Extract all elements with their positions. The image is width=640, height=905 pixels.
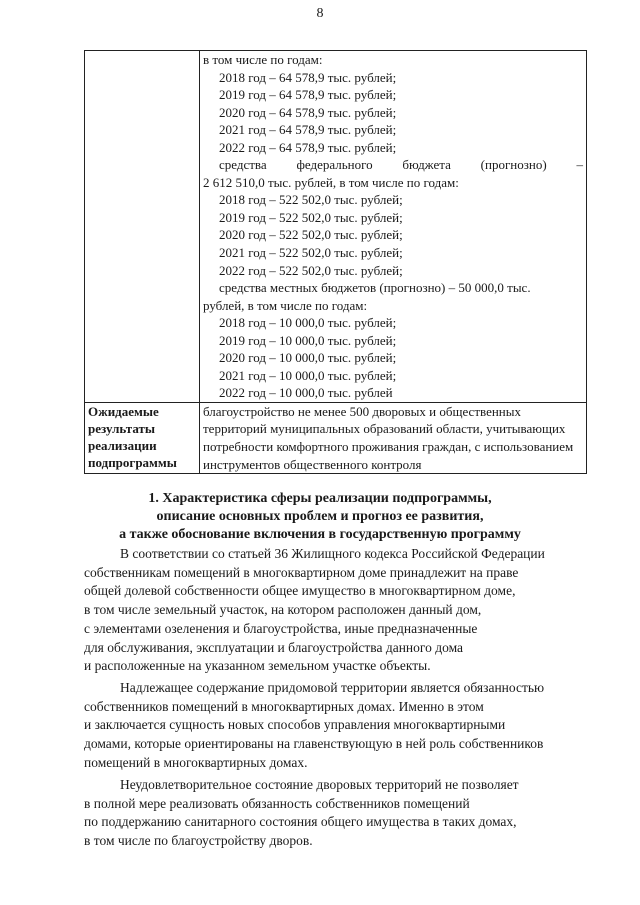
paragraph-line: Надлежащее содержание придомовой территории является обязанностью [120,680,545,695]
word: (прогнозно) [480,157,547,173]
funding-line: 2018 год – 64 578,9 тыс. рублей; [219,69,397,85]
funding-line: 2018 год – 10 000,0 тыс. рублей; [219,315,397,331]
funding-line: 2022 год – 10 000,0 тыс. рублей [219,385,393,401]
funding-line: 2020 год – 522 502,0 тыс. рублей; [219,227,403,243]
word: – [576,157,583,173]
paragraph-2 [84,679,584,773]
paragraph-1 [84,545,584,676]
funding-line: 2 612 510,0 тыс. рублей, в том числе по годам: [203,174,459,190]
funding-line: 2020 год – 64 578,9 тыс. рублей; [219,104,397,120]
paragraph-line: домами, которые ориентированы на главенствующую в ней роль собственников [84,736,544,752]
subprogram-passport-table [84,50,587,474]
results-row [85,402,587,473]
funding-line: в том числе по годам: [203,52,323,67]
funding-value-cell [200,51,587,403]
paragraph-line: и заключается сущность новых способов управления многоквартирными [84,717,506,733]
funding-line: 2019 год – 10 000,0 тыс. рублей; [219,332,397,348]
results-label-cell [85,402,200,473]
page-number: 8 [316,6,324,21]
paragraph-line: по поддержанию санитарного состояния общего имущества в таких домах, [84,814,517,830]
funding-line: 2022 год – 522 502,0 тыс. рублей; [219,262,403,278]
results-line: благоустройство не менее 500 дворовых и общественных [203,403,521,419]
paragraph-line: для обслуживания, эксплуатации и благоустройства данного дома [84,639,464,655]
paragraph-line: общей долевой собственности общее имущество в многоквартирном доме, [84,583,516,599]
results-label-line: реализации [88,437,157,453]
paragraph-3 [84,776,584,851]
funding-line: 2020 год – 10 000,0 тыс. рублей; [219,350,397,366]
funding-line: 2018 год – 522 502,0 тыс. рублей; [219,192,403,208]
word: средства [219,157,267,173]
paragraph-line: Неудовлетворительное состояние дворовых территорий не позволяет [120,777,519,792]
word: федерального [296,157,373,173]
results-line: территорий муниципальных образований области, учитывающих [203,421,566,437]
paragraph-line: в полной мере реализовать обязанность собственников помещений [84,795,470,811]
funding-line: 2019 год – 64 578,9 тыс. рублей; [219,87,397,103]
paragraph-line: В соответствии со статьей 36 Жилищного кодекса Российской Федерации [120,546,545,561]
funding-label-cell [85,51,200,403]
funding-line: рублей, в том числе по годам: [203,297,368,313]
paragraph-line: помещений в многоквартирных домах. [84,754,308,770]
funding-line: 2021 год – 522 502,0 тыс. рублей; [219,245,403,261]
results-line: инструментов общественного контроля [203,456,422,472]
funding-line: средства местных бюджетов (прогнозно) – 50 000,0 тыс. [219,280,531,296]
funding-line: 2019 год – 522 502,0 тыс. рублей; [219,209,403,225]
paragraph-line: и расположенные на указанном земельном участке объекты. [84,658,431,674]
results-label-line: подпрограммы [88,454,177,470]
results-label-line: результаты [88,420,156,436]
heading-line: а также обоснование включения в государственную программу [119,527,521,542]
section-heading [60,490,580,544]
results-line: потребности комфортного проживания граждан, с использованием [203,439,574,455]
paragraph-line: собственникам помещений в многоквартирном доме принадлежит на праве [84,564,519,580]
paragraph-line: с элементами озеленения и благоустройства, иные предназначенные [84,620,478,636]
results-value-cell [200,402,587,473]
heading-line: описание основных проблем и прогноз ее развития, [156,509,484,524]
funding-line-federal [203,156,583,174]
funding-line: 2022 год – 64 578,9 тыс. рублей; [219,139,397,155]
word: бюджета [402,157,451,173]
heading-line: 1. Характеристика сферы реализации подпрограммы, [148,491,492,506]
paragraph-line: собственников помещений в многоквартирных домах. Именно в этом [84,698,484,714]
paragraph-line: в том числе по благоустройству дворов. [84,833,313,849]
results-label-line: Ожидаемые [88,403,159,419]
paragraph-line: в том числе земельный участок, на котором расположен данный дом, [84,602,482,618]
funding-line: 2021 год – 64 578,9 тыс. рублей; [219,122,397,138]
funding-row [85,51,587,403]
funding-line: 2021 год – 10 000,0 тыс. рублей; [219,367,397,383]
